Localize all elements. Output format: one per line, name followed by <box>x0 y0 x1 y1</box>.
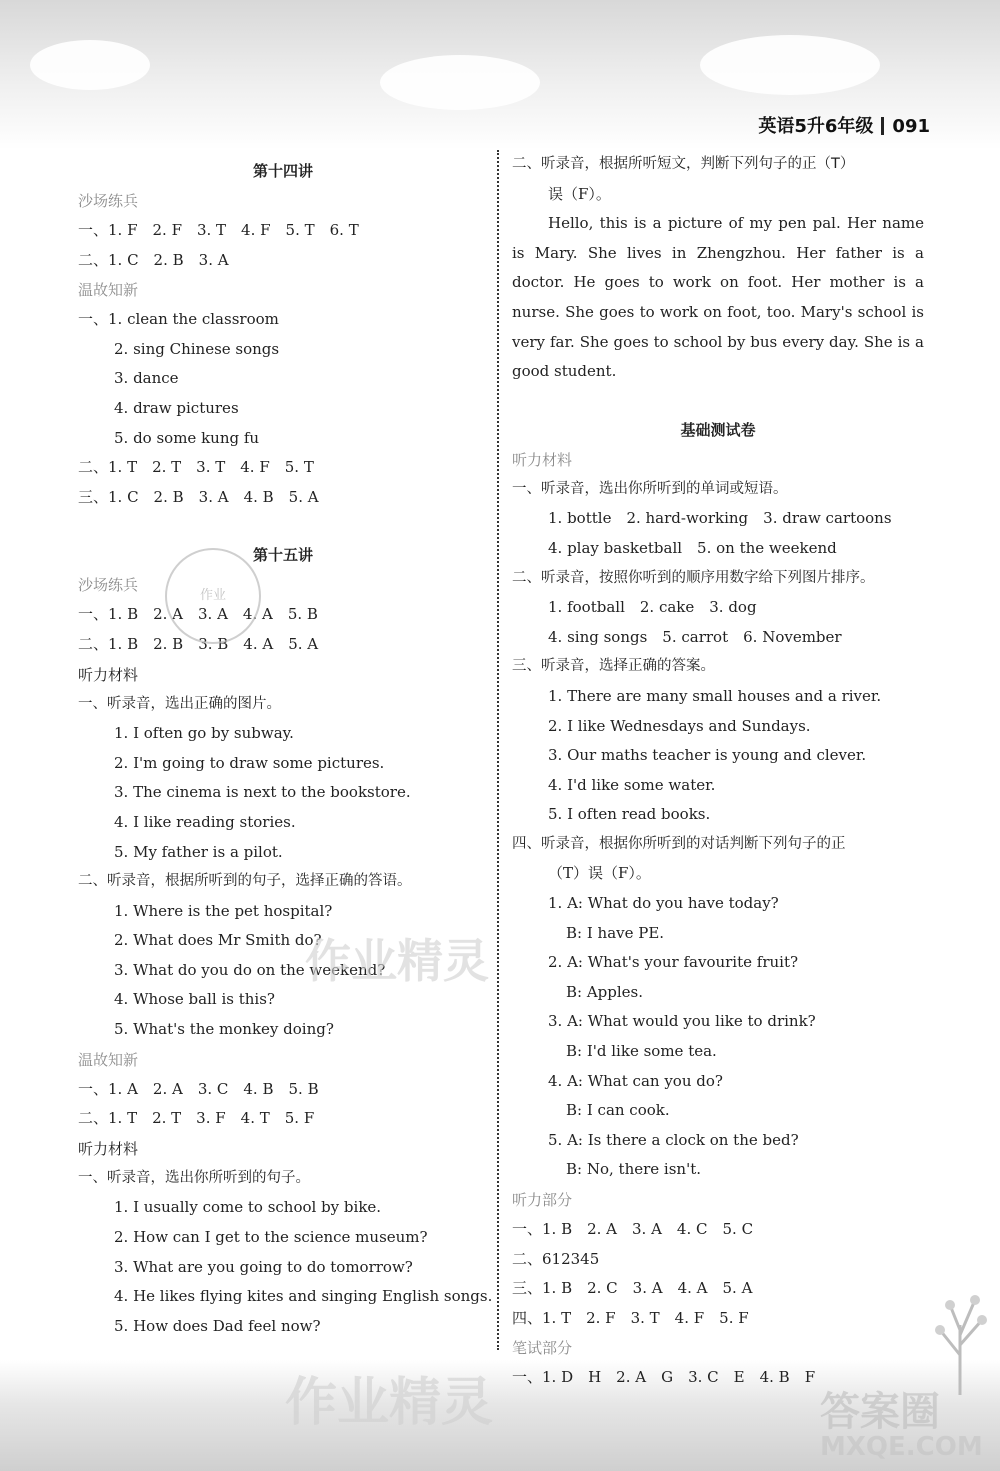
question-line: 误（F）。 <box>548 184 611 203</box>
answer-line: 二、1. B 2. B 3. B 4. A 5. A <box>78 634 319 653</box>
column-divider <box>497 150 499 1350</box>
section-label: 听力材料 <box>512 450 573 469</box>
page-header <box>758 112 930 138</box>
section-label: 沙场练兵 <box>78 576 139 595</box>
answer-line: 4. I like reading stories. <box>114 812 296 831</box>
answer-line: 二、1. T 2. T 3. F 4. T 5. F <box>78 1109 315 1128</box>
answer-line: 2. I like Wednesdays and Sundays. <box>548 716 811 735</box>
section-label: 笔试部分 <box>512 1339 573 1358</box>
answer-line: 3. The cinema is next to the bookstore. <box>114 783 411 802</box>
test-title: 基础测试卷 <box>680 420 756 439</box>
answer-line: B: No, there isn't. <box>566 1160 701 1179</box>
section-label: 温故知新 <box>78 1050 139 1069</box>
lesson-14-title: 第十四讲 <box>252 162 313 180</box>
answer-line: 3. What are you going to do tomorrow? <box>114 1257 413 1276</box>
lesson-15-title: 第十五讲 <box>252 546 313 565</box>
page-number: 091 <box>892 116 930 137</box>
answer-line: 1. A: What do you have today? <box>548 894 779 913</box>
listening-passage: Hello, this is a picture of my pen pal. Her name is Mary. She lives in Zhengzhou. Her father is a doctor. He goes to work on foot. Her mother is a nurse. She goes to work on foot, too. Mary's school is very far. She goes to school by bus every day. She is a good student. <box>512 214 924 381</box>
answer-line: 二、1. T 2. T 3. T 4. F 5. T <box>78 458 314 477</box>
answer-line: 4. draw pictures <box>114 398 239 417</box>
answer-line: 4. A: What can you do? <box>548 1071 723 1090</box>
corner-watermark: 答案圈 <box>820 1389 940 1435</box>
left-column <box>78 150 493 1341</box>
answer-line: 4. play basketball 5. on the weekend <box>548 538 837 557</box>
answer-line: 1. I usually come to school by bike. <box>114 1198 382 1217</box>
answer-line: 2. How can I get to the science museum? <box>114 1228 428 1247</box>
answer-line: 3. A: What would you like to drink? <box>548 1012 816 1031</box>
answer-line: 2. A: What's your favourite fruit? <box>548 953 799 972</box>
question-line: 二、听录音，根据所听短文，判断下列句子的正（T） <box>512 156 855 172</box>
text-watermark: 作业精灵 <box>285 1373 494 1433</box>
header-separator <box>881 117 884 135</box>
answer-line: 5. My father is a pilot. <box>114 842 283 861</box>
answer-line: 一、1. B 2. A 3. A 4. C 5. C <box>512 1220 754 1238</box>
tree-icon <box>920 1285 1000 1395</box>
answer-line: 二、612345 <box>512 1249 600 1268</box>
question-line: 一、听录音，选出你所听到的单词或短语。 <box>512 480 788 497</box>
question-line: 二、听录音，按照你听到的顺序用数字给下列图片排序。 <box>512 569 875 586</box>
section-label: 听力材料 <box>78 1139 139 1158</box>
answer-line: 5. A: Is there a clock on the bed? <box>548 1130 799 1149</box>
answer-line: B: I can cook. <box>566 1101 670 1120</box>
answer-line: 一、1. B 2. A 3. A 4. A 5. B <box>78 605 318 624</box>
answer-line: 3. dance <box>114 369 179 388</box>
answer-line: 2. sing Chinese songs <box>114 339 280 358</box>
answer-line: B: I'd like some tea. <box>566 1042 717 1061</box>
answer-line: 一、1. F 2. F 3. T 4. F 5. T 6. T <box>78 221 359 239</box>
question-line: 三、听录音，选择正确的答案。 <box>512 658 715 675</box>
question-line: 一、听录音，选出你所听到的句子。 <box>78 1169 310 1186</box>
book-title: 英语5升6年级 <box>758 116 874 137</box>
question-line: 一、听录音，选出正确的图片。 <box>78 695 281 712</box>
answer-line: 三、1. B 2. C 3. A 4. A 5. A <box>512 1279 753 1298</box>
text-watermark: 作业精灵 <box>305 934 489 988</box>
section-label: 温故知新 <box>78 281 139 300</box>
answer-line: 5. do some kung fu <box>114 428 260 447</box>
answer-line: 5. I often read books. <box>548 805 711 824</box>
answer-line: 3. What do you do on the weekend? <box>114 960 386 979</box>
answer-line: 1. football 2. cake 3. dog <box>548 598 757 617</box>
answer-line: 一、1. A 2. A 3. C 4. B 5. B <box>78 1079 319 1098</box>
question-line: 四、听录音，根据你所听到的对话判断下列句子的正 <box>512 835 846 852</box>
question-line: （T）误（F）。 <box>548 864 651 883</box>
answer-line: 3. Our maths teacher is young and clever. <box>548 746 867 765</box>
answer-line: 1. I often go by subway. <box>114 724 294 743</box>
answer-line: 4. I'd like some water. <box>548 775 716 794</box>
answer-line: 二、1. C 2. B 3. A <box>78 250 229 269</box>
answer-line: 1. bottle 2. hard-working 3. draw cartoons <box>548 509 892 528</box>
answer-line: 1. There are many small houses and a river. <box>548 686 882 705</box>
right-column <box>512 150 924 1393</box>
answer-line: 1. Where is the pet hospital? <box>114 901 333 920</box>
section-label: 听力部分 <box>512 1191 573 1209</box>
question-line: 二、听录音，根据所听到的句子，选择正确的答语。 <box>78 873 412 890</box>
answer-line: 三、1. C 2. B 3. A 4. B 5. A <box>78 487 319 506</box>
answer-line: 一、1. D H 2. A G 3. C E 4. B F <box>512 1368 816 1387</box>
answer-line: 四、1. T 2. F 3. T 4. F 5. F <box>512 1308 749 1327</box>
section-label: 沙场练兵 <box>78 192 139 210</box>
answer-line: B: Apples. <box>566 982 644 1001</box>
answer-line: 4. Whose ball is this? <box>114 990 275 1009</box>
answer-line: 4. sing songs 5. carrot 6. November <box>548 627 842 646</box>
stamp-watermark: 作业 <box>165 548 261 644</box>
section-label: 听力材料 <box>78 665 139 684</box>
corner-watermark-url: MXQE.COM <box>820 1432 983 1462</box>
answer-line: 一、1. clean the classroom <box>78 310 279 329</box>
answer-line: 5. How does Dad feel now? <box>114 1316 321 1335</box>
answer-line: 2. I'm going to draw some pictures. <box>114 753 385 772</box>
answer-line: B: I have PE. <box>566 923 665 942</box>
answer-line: 5. What's the monkey doing? <box>114 1020 334 1039</box>
answer-line: 4. He likes flying kites and singing English songs. <box>114 1287 493 1306</box>
answer-line: 2. What does Mr Smith do? <box>114 931 322 950</box>
